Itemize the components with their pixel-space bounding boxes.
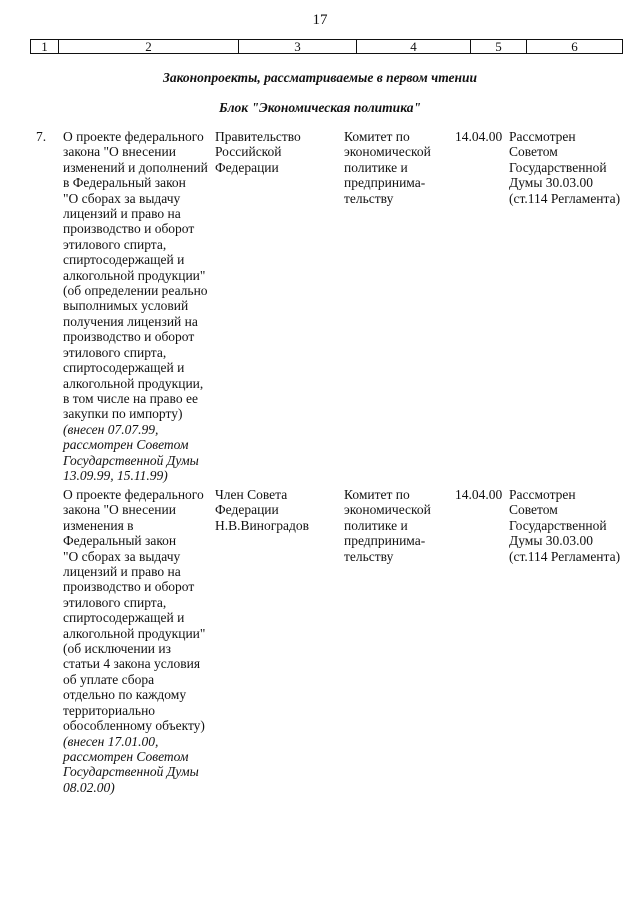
text-line: 13.09.99, 15.11.99) (63, 467, 168, 483)
page-number: 17 (312, 12, 328, 28)
bill-submission-note (63, 422, 213, 484)
text-line: Рассмотрен (509, 129, 576, 144)
text-line: Советом (509, 144, 558, 160)
text-line: рассмотрен Советом (63, 748, 189, 764)
text-line: Федерации (215, 159, 279, 175)
bill-title (63, 129, 213, 483)
column-header-6: 6 (527, 40, 623, 54)
text-line: Государственной Думы (63, 452, 199, 468)
text-line: обособленному объекту) (63, 718, 205, 734)
text-line: Государственной Думы (63, 764, 199, 780)
text-line: Комитет по (344, 129, 410, 144)
text-line: Государственной (509, 517, 607, 533)
text-line: О проекте федерального (63, 487, 204, 502)
text-line: (внесен 17.01.00, (63, 733, 159, 749)
text-line: (ст.114 Регламента) (509, 190, 621, 206)
column-header-1: 1 (31, 40, 59, 54)
text-line: этилового спирта, (63, 594, 167, 610)
text-line: Правительство (215, 129, 301, 144)
text-line: Член Совета (215, 487, 288, 502)
text-line: (об исключении из (63, 641, 171, 657)
text-line: производство и оборот (63, 579, 195, 595)
text-line: в Федеральный закон (63, 175, 186, 191)
consideration-date: 14.04.00 (455, 129, 503, 144)
text-line: алкогольной продукции, (63, 375, 204, 391)
bill-title (63, 487, 213, 795)
text-line: статьи 4 закона условия (63, 656, 201, 672)
text-line: отдельно по каждому (63, 687, 187, 703)
column-header-4: 4 (357, 40, 471, 54)
text-line: спиртосодержащей и (63, 252, 185, 268)
text-line: об уплате сбора (63, 671, 155, 687)
text-line: политике и (344, 517, 408, 533)
text-line: Федеральный закон (63, 533, 177, 549)
text-line: политике и (344, 159, 408, 175)
section-title: Законопроекты, рассматриваемые в первом чтении (162, 70, 478, 85)
text-line: получения лицензий на (63, 313, 198, 329)
text-line: спиртосодержащей и (63, 610, 185, 626)
text-line: алкогольной продукции" (63, 625, 206, 641)
bill-submission-note (63, 734, 213, 796)
text-line: закона "О внесении (63, 502, 176, 518)
block-title: Блок "Экономическая политика" (219, 100, 421, 115)
text-line: лицензий и право на (63, 206, 181, 222)
bill-author (215, 129, 335, 175)
text-line: (об определении реально (63, 283, 208, 299)
text-line: тельству (344, 190, 394, 206)
text-line: (внесен 07.07.99, (63, 421, 159, 437)
text-line: тельству (344, 548, 394, 564)
text-line: предпринима- (344, 175, 426, 191)
text-line: Федерации (215, 502, 279, 518)
text-line: Рассмотрен (509, 487, 576, 502)
text-line: предпринима- (344, 533, 426, 549)
bill-status (509, 129, 634, 206)
text-line: Думы 30.03.00 (509, 175, 594, 191)
text-line: территориально (63, 702, 156, 718)
text-line: изменений и дополнений (63, 159, 208, 175)
text-line: изменения в (63, 517, 134, 533)
text-line: "О сборах за выдачу (63, 548, 181, 564)
text-line: 08.02.00) (63, 779, 115, 795)
column-header-2: 2 (59, 40, 239, 54)
text-line: Советом (509, 502, 558, 518)
text-line: спиртосодержащей и (63, 360, 185, 376)
bill-status (509, 487, 634, 564)
text-line: алкогольной продукции" (63, 267, 206, 283)
text-line: "О сборах за выдачу (63, 190, 181, 206)
text-line: производство и оборот (63, 329, 195, 345)
text-line: производство и оборот (63, 221, 195, 237)
entry-number: 7. (36, 129, 47, 144)
column-header-row (30, 39, 623, 54)
text-line: экономической (344, 144, 431, 160)
column-header-5: 5 (471, 40, 527, 54)
text-line: этилового спирта, (63, 344, 167, 360)
text-line: в том числе на право ее (63, 390, 198, 406)
column-header-3: 3 (239, 40, 357, 54)
text-line: Государственной (509, 159, 607, 175)
text-line: Российской (215, 144, 282, 160)
text-line: выполнимых условий (63, 298, 189, 314)
text-line: Н.В.Виноградов (215, 517, 309, 533)
text-line: О проекте федерального (63, 129, 204, 144)
responsible-committee (344, 487, 444, 564)
text-line: закона "О внесении (63, 144, 176, 160)
bill-author (215, 487, 335, 533)
text-line: Думы 30.03.00 (509, 533, 594, 549)
text-line: закупки по импорту) (63, 406, 183, 422)
text-line: экономической (344, 502, 431, 518)
text-line: рассмотрен Советом (63, 437, 189, 453)
text-line: этилового спирта, (63, 236, 167, 252)
consideration-date: 14.04.00 (455, 487, 503, 502)
text-line: Комитет по (344, 487, 410, 502)
responsible-committee (344, 129, 444, 206)
text-line: (ст.114 Регламента) (509, 548, 621, 564)
text-line: лицензий и право на (63, 564, 181, 580)
